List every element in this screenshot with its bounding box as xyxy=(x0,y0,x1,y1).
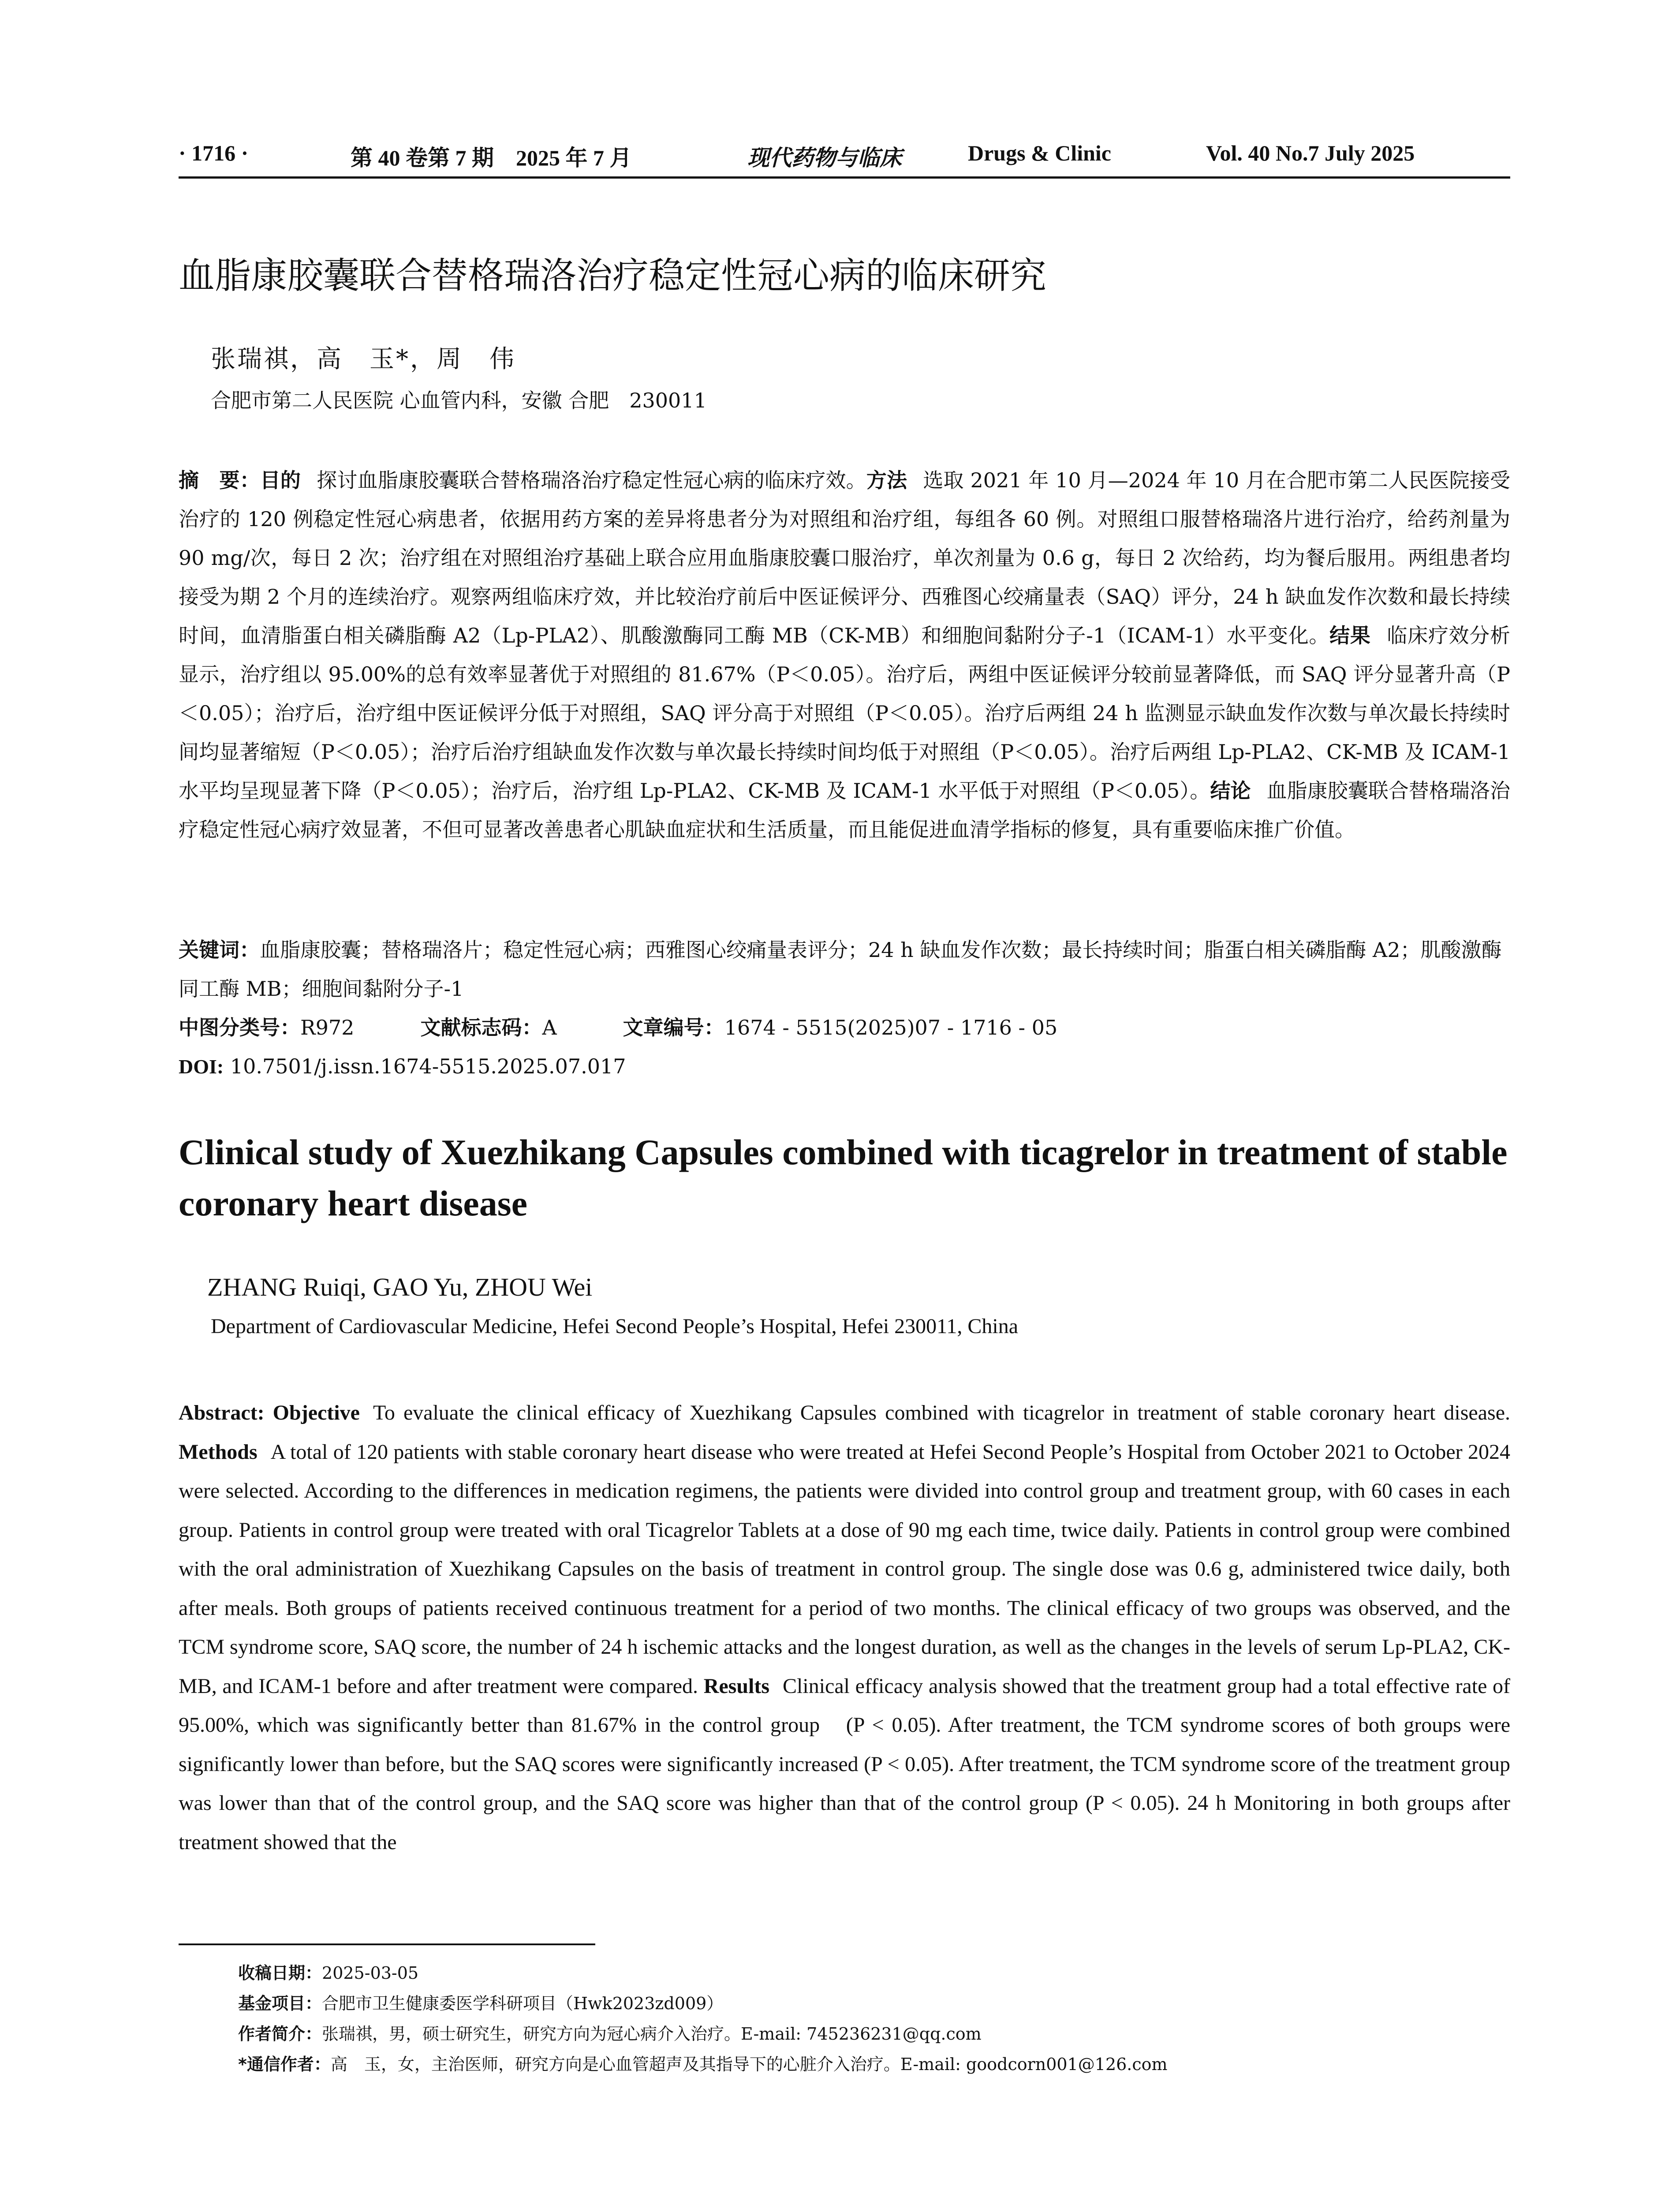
footnote-rule xyxy=(179,1943,595,1945)
en-affiliation: Department of Cardiovascular Medicine, Hefei Second People’s Hospital, Hefei 230011, China xyxy=(211,1315,1019,1338)
article-no-label: 文章编号： xyxy=(623,1016,724,1039)
cn-keywords-text: 血脂康胶囊；替格瑞洛片；稳定性冠心病；西雅图心绞痛量表评分；24 h 缺血发作次数；最长持续时间；脂蛋白相关磷脂酶 A2；肌酸激酶同工酶 MB；细胞间黏附分子-1 xyxy=(179,938,1502,1001)
clc-label: 中图分类号： xyxy=(179,1016,300,1039)
en-methods-label: Methods xyxy=(179,1440,258,1464)
header-rule xyxy=(179,176,1510,179)
cn-keywords-label: 关键词： xyxy=(179,938,260,962)
en-authors: ZHANG Ruiqi, GAO Yu, ZHOU Wei xyxy=(207,1273,593,1301)
running-header xyxy=(179,140,1510,180)
header-page-number: · 1716 · xyxy=(179,141,249,165)
cn-objective-label: 目的 xyxy=(260,468,301,492)
footnote-label: *通信作者： xyxy=(238,2055,331,2074)
footnotes xyxy=(238,1958,1508,2080)
en-abstract xyxy=(179,1394,1510,1862)
header-journal-cn: 现代药物与临床 xyxy=(747,145,902,171)
en-objective: To evaluate the clinical efficacy of Xuezhikang Capsules combined with ticagrelor in treatment of stable coronary heart disease. xyxy=(373,1401,1511,1424)
doc-code-value: A xyxy=(542,1016,557,1039)
en-results: Clinical efficacy analysis showed that the treatment group had a total effective rate of 95.00%, which was significantly better than 81.67% in the control group (P < 0.05). After treatment, the TCM syndrome scores of both groups were significantly lower than before, but the SAQ scores were significantly increased (P < 0.05). After treatment, the TCM syndrome score of the treatment group was lower than that of the control group, and the SAQ score was higher than that of the control group (P < 0.05). 24 h Monitoring in both groups after treatment showed that the xyxy=(179,1674,1511,1854)
clc-value: R972 xyxy=(300,1016,355,1039)
header-volume-en: Vol. 40 No.7 July 2025 xyxy=(1206,141,1415,165)
footnote-corresponding xyxy=(238,2049,1508,2080)
cn-objective: 探讨血脂康胶囊联合替格瑞洛治疗稳定性冠心病的临床疗效。 xyxy=(317,468,866,492)
cn-keywords xyxy=(179,931,1510,1008)
doi-row xyxy=(179,1047,1510,1086)
doc-code-label: 文献标志码： xyxy=(420,1016,542,1039)
footnote-label: 作者简介： xyxy=(238,2024,322,2044)
header-journal-en: Drugs & Clinic xyxy=(968,141,1111,165)
cn-abstract-label: 摘 要： xyxy=(179,468,260,492)
cn-results-label: 结果 xyxy=(1329,624,1371,647)
header-volume-cn: 第 40 卷第 7 期 2025 年 7 月 xyxy=(351,146,632,170)
footnote-fund xyxy=(238,1988,1508,2019)
cn-classification-row xyxy=(179,1008,1510,1047)
footnote-received xyxy=(238,1958,1508,1988)
footnote-author-bio xyxy=(238,2019,1508,2049)
en-methods: A total of 120 patients with stable coronary heart disease who were treated at Hefei Second People’s Hospital from October 2021 to October 2024 were selected. According to the differences in medication regimens, the patients were divided into control group and treatment group, with 60 cases in each group. Patients in control group were treated with oral Ticagrelor Tablets at a dose of 90 mg each time, twice daily. Patients in control group were combined with the oral administration of Xuezhikang Capsules on the basis of treatment in control group. The single dose was 0.6 g, administered twice daily, both after meals. Both groups of patients received continuous treatment for a period of two months. The clinical efficacy of two groups was observed, and the TCM syndrome score, SAQ score, the number of 24 h ischemic attacks and the longest duration, as well as the changes in the levels of serum Lp-PLA2, CK-MB, and ICAM-1 before and after treatment were compared. xyxy=(179,1440,1510,1698)
cn-conclusion-label: 结论 xyxy=(1210,779,1251,803)
footnote-text: 2025-03-05 xyxy=(322,1963,419,1983)
cn-methods: 选取 2021 年 10 月—2024 年 10 月在合肥市第二人民医院接受治疗的 120 例稳定性冠心病患者，依据用药方案的差异将患者分为对照组和治疗组，每组各 60 例。对照组口服替格瑞洛片进行治疗，给药剂量为 90 mg/次，每日 2 次；治疗组在对照组治疗基础上联合应用血脂康胶囊口服治疗，单次剂量为 0.6 g，每日 2 次给药，均为餐后服用。两组患者均接受为期 2 个月的连续治疗。观察两组临床疗效，并比较治疗前后中医证候评分、西雅图心绞痛量表（SAQ）评分，24 h 缺血发作次数和最长持续时间，血清脂蛋白相关磷脂酶 A2（Lp-PLA2）、肌酸激酶同工酶 MB（CK-MB）和细胞间黏附分子-1（ICAM-1）水平变化。 xyxy=(179,468,1511,647)
en-results-label: Results xyxy=(703,1674,770,1698)
cn-methods-label: 方法 xyxy=(866,468,907,492)
cn-authors: 张瑞祺，高 玉*，周 伟 xyxy=(211,345,516,374)
cn-affiliation: 合肥市第二人民医院 心血管内科，安徽 合肥 230011 xyxy=(211,389,707,412)
article-no-value: 1674 - 5515(2025)07 - 1716 - 05 xyxy=(724,1016,1058,1039)
footnote-text: 张瑞祺，男，硕士研究生，研究方向为冠心病介入治疗。E-mail: 745236231@qq.com xyxy=(322,2024,982,2044)
cn-abstract xyxy=(179,461,1510,849)
cn-results: 临床疗效分析显示，治疗组以 95.00%的总有效率显著优于对照组的 81.67%（P＜0.05）。治疗后，两组中医证候评分较前显著降低，而 SAQ 评分显著升高（P＜0.05）；治疗后，治疗组中医证候评分低于对照组，SAQ 评分高于对照组（P＜0.05）。治疗后两组 24 h 监测显示缺血发作次数与单次最长持续时间均显著缩短（P＜0.05）；治疗后治疗组缺血发作次数与单次最长持续时间均低于对照组（P＜0.05）。治疗后两组 Lp-PLA2、CK-MB 及 ICAM-1 水平均呈现显著下降（P＜0.05）；治疗后，治疗组 Lp-PLA2、CK-MB 及 ICAM-1 水平低于对照组（P＜0.05）。 xyxy=(179,624,1511,803)
cn-metadata xyxy=(179,931,1510,1086)
doi-value: 10.7501/j.issn.1674-5515.2025.07.017 xyxy=(230,1054,626,1078)
footnote-label: 收稿日期： xyxy=(238,1963,322,1983)
doi-label: DOI: xyxy=(179,1055,224,1078)
footnote-text: 合肥市卫生健康委医学科研项目（Hwk2023zd009） xyxy=(322,1994,724,2013)
cn-title: 血脂康胶囊联合替格瑞洛治疗稳定性冠心病的临床研究 xyxy=(179,255,1047,297)
footnote-text: 高 玉，女，主治医师，研究方向是心血管超声及其指导下的心脏介入治疗。E-mail: goodcorn001@126.com xyxy=(330,2055,1168,2074)
en-abstract-label: Abstract: Objective xyxy=(179,1401,360,1424)
en-title: Clinical study of Xuezhikang Capsules combined with ticagrelor in treatment of stable coronary heart disease xyxy=(179,1132,1508,1223)
cn-conclusion: 血脂康胶囊联合替格瑞洛治疗稳定性冠心病疗效显著，不但可显著改善患者心肌缺血症状和生活质量，而且能促进血清学指标的修复，具有重要临床推广价值。 xyxy=(179,779,1511,841)
footnote-label: 基金项目： xyxy=(238,1994,322,2013)
